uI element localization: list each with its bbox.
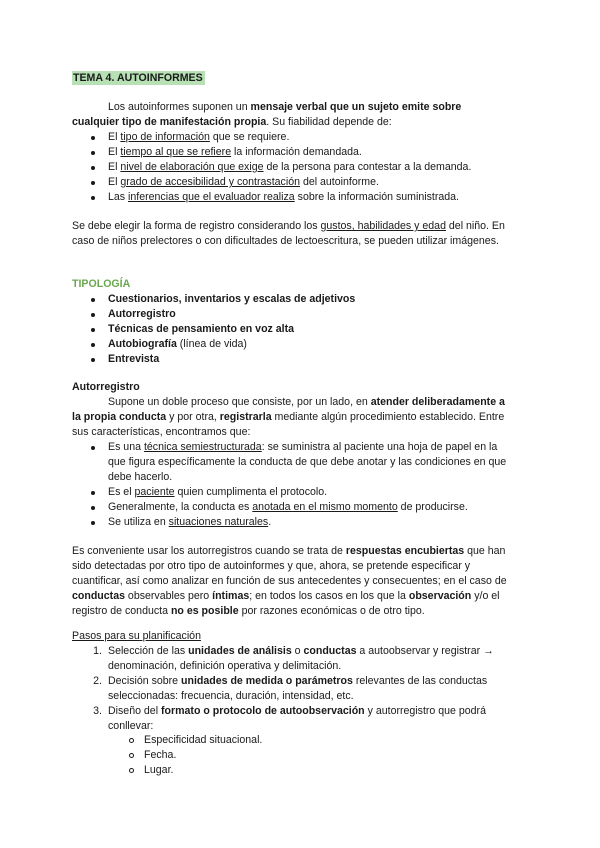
bullet-icon [91,136,95,140]
sub-list-item: Lugar. [144,764,174,776]
autorregistro-line-1: Supone un doble proceso que consiste, por un lado, en atender deliberadamente a [108,396,505,408]
list-item: Cuestionarios, inventarios y escalas de adjetivos [108,293,356,305]
bullet-icon [91,298,95,302]
list-item: Técnicas de pensamiento en voz alta [108,323,295,335]
list-number: 3. [93,705,102,717]
list-item: Es una técnica semiestructurada: se suministra al paciente una hoja de papel en la [108,441,498,453]
list-item-continuation: debe hacerlo. [108,471,173,483]
bullet-icon [91,491,95,495]
bullet-icon [91,358,95,362]
bullet-icon [91,196,95,200]
list-item: Autobiografía (línea de vida) [108,338,247,350]
bullet-icon [91,446,95,450]
list-item: El tiempo al que se refiere la información demandada. [108,146,362,158]
circle-bullet-icon [129,768,134,773]
bullet-icon [91,181,95,185]
list-item: El nivel de elaboración que exige de la persona para contestar a la demanda. [108,161,472,173]
list-item: Es el paciente quien cumplimenta el protocolo. [108,486,328,498]
list-item: Generalmente, la conducta es anotada en el mismo momento de producirse. [108,501,468,513]
bullet-icon [91,328,95,332]
list-item-continuation: seleccionadas: frecuencia, duración, intensidad, etc. [108,690,354,702]
sub-list-item: Especificidad situacional. [144,734,263,746]
intro-line-2: cualquier tipo de manifestación propia. Su fiabilidad depende de: [72,116,392,128]
conveniente-line-3: cuantificar, así como analizar en función de sus antecedentes y consecuentes; en el caso de [72,575,507,587]
bullet-icon [91,506,95,510]
registro-line-2: caso de niños prelectores o con dificultades de lectoescritura, se pueden utilizar imágenes. [72,235,499,247]
conveniente-line-5: registro de conducta no es posible por razones económicas o de otro tipo. [72,605,425,617]
list-item: El grado de accesibilidad y contrastación del autoinforme. [108,176,379,188]
section-heading-autorregistro: Autorregistro [72,381,140,393]
list-item: Decisión sobre unidades de medida o parámetros relevantes de las conductas [108,675,488,687]
section-heading-pasos: Pasos para su planificación [72,630,201,642]
registro-line-1: Se debe elegir la forma de registro considerando los gustos, habilidades y edad del niño. En [72,220,505,232]
conveniente-line-1: Es conveniente usar los autorregistros cuando se trata de respuestas encubiertas que han [72,545,506,557]
list-item: Se utiliza en situaciones naturales. [108,516,272,528]
list-number: 1. [93,645,102,657]
autorregistro-line-3: sus características, encontramos que: [72,426,251,438]
list-item: El tipo de información que se requiere. [108,131,290,143]
list-item: Entrevista [108,353,160,365]
circle-bullet-icon [129,738,134,743]
list-item-continuation: denominación, definición operativa y delimitación. [108,660,342,672]
conveniente-line-4: conductas observables pero íntimas; en todos los casos en los que la observación y/o el [72,590,500,602]
page-title: TEMA 4. AUTOINFORMES [73,72,203,84]
list-item: Las inferencias que el evaluador realiza sobre la información suministrada. [108,191,459,203]
bullet-icon [91,521,95,525]
list-item: Autorregistro [108,308,176,320]
bullet-icon [91,166,95,170]
conveniente-line-2: sido detectadas por otro tipo de autoinformes y que, ahora, se pretende especificar y [72,560,471,572]
intro-line-1: Los autoinformes suponen un mensaje verbal que un sujeto emite sobre [108,101,462,113]
bullet-icon [91,151,95,155]
list-item-continuation: que figura específicamente la conducta de que debe anotar y las condiciones en que [108,456,507,468]
list-item: Diseño del formato o protocolo de autoobservación y autorregistro que podrá [108,705,486,717]
circle-bullet-icon [129,753,134,758]
bullet-icon [91,313,95,317]
list-item: Selección de las unidades de análisis o conductas a autoobservar y registrar → [108,645,494,657]
bullet-icon [91,343,95,347]
list-item-continuation: conllevar: [108,720,154,732]
autorregistro-line-2: la propia conducta y por otra, registrarla mediante algún procedimiento establecido. Entre [72,411,505,423]
section-heading-tipologia: TIPOLOGÍA [72,278,131,290]
sub-list-item: Fecha. [144,749,177,761]
list-number: 2. [93,675,102,687]
